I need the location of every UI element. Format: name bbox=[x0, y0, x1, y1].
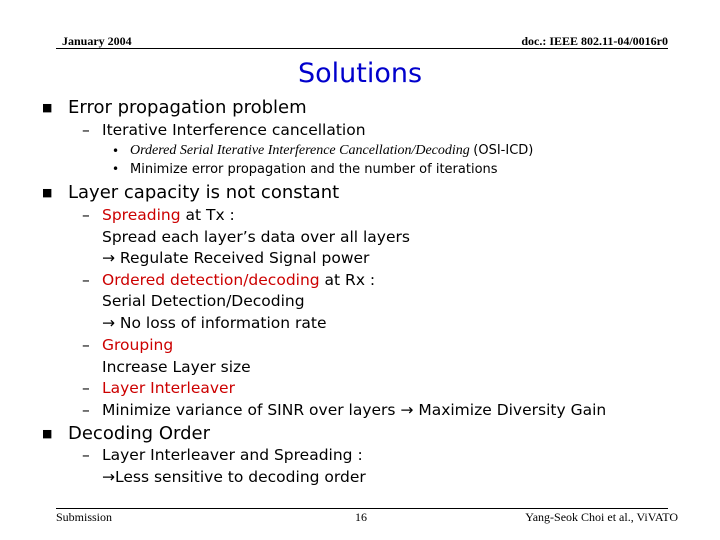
spreading-rest: at Tx : bbox=[180, 206, 235, 224]
footer-submission: Submission bbox=[56, 510, 113, 524]
dash-icon: – bbox=[82, 401, 90, 419]
dash-icon: – bbox=[82, 271, 90, 289]
item-osi-icd bbox=[130, 143, 533, 159]
item-minimize-error: Minimize error propagation and the number of iterations bbox=[130, 162, 498, 177]
spreading-line-1: Spread each layer’s data over all layers bbox=[102, 228, 410, 246]
spreading-highlight: Spreading bbox=[102, 206, 181, 224]
sub-iterative-ic: Iterative Interference cancellation bbox=[102, 121, 366, 139]
sub-layer-interleaver-spreading: Layer Interleaver and Spreading : bbox=[102, 446, 363, 464]
dash-icon: – bbox=[82, 121, 90, 139]
square-bullet-icon: ■ bbox=[42, 101, 53, 114]
bullet-error-propagation: Error propagation problem bbox=[68, 97, 307, 118]
ordered-line-2: → No loss of information rate bbox=[102, 314, 327, 332]
bullet-decoding-order: Decoding Order bbox=[68, 423, 210, 444]
item-osi-icd-italic: Ordered Serial Iterative Interference Cancellation/Decoding bbox=[130, 143, 474, 158]
sub-ordered-detection bbox=[102, 271, 375, 289]
footer-divider bbox=[56, 508, 668, 509]
item-osi-icd-abbrev: (OSI-ICD) bbox=[473, 143, 534, 158]
ordered-detection-highlight: Ordered detection/decoding bbox=[102, 271, 320, 289]
slide-title: Solutions bbox=[297, 58, 423, 89]
ordered-line-1: Serial Detection/Decoding bbox=[102, 292, 305, 310]
header-doc-id: doc.: IEEE 802.11-04/0016r0 bbox=[521, 34, 668, 48]
header-divider bbox=[56, 48, 668, 49]
dash-icon: – bbox=[82, 206, 90, 224]
dash-icon: – bbox=[82, 446, 90, 464]
square-bullet-icon: ■ bbox=[42, 427, 53, 440]
square-bullet-icon: ■ bbox=[42, 186, 53, 199]
spreading-line-2: → Regulate Received Signal power bbox=[102, 249, 370, 267]
bullet-layer-capacity: Layer capacity is not constant bbox=[68, 182, 340, 203]
sub-layer-interleaver: Layer Interleaver bbox=[102, 379, 235, 397]
dash-icon: – bbox=[82, 336, 90, 354]
sub-spreading bbox=[102, 206, 235, 224]
decoding-order-line-1: →Less sensitive to decoding order bbox=[102, 468, 366, 486]
dot-bullet-icon: • bbox=[112, 144, 120, 158]
footer-page-number: 16 bbox=[355, 510, 367, 524]
grouping-line-1: Increase Layer size bbox=[102, 358, 251, 376]
dot-bullet-icon: • bbox=[112, 162, 120, 176]
sub-minimize-variance: Minimize variance of SINR over layers → Maximize Diversity Gain bbox=[102, 401, 607, 419]
header-date: January 2004 bbox=[62, 34, 132, 48]
sub-grouping: Grouping bbox=[102, 336, 174, 354]
ordered-detection-rest: at Rx : bbox=[319, 271, 376, 289]
footer-author: Yang-Seok Choi et al., ViVATO bbox=[525, 510, 678, 524]
dash-icon: – bbox=[82, 379, 90, 397]
